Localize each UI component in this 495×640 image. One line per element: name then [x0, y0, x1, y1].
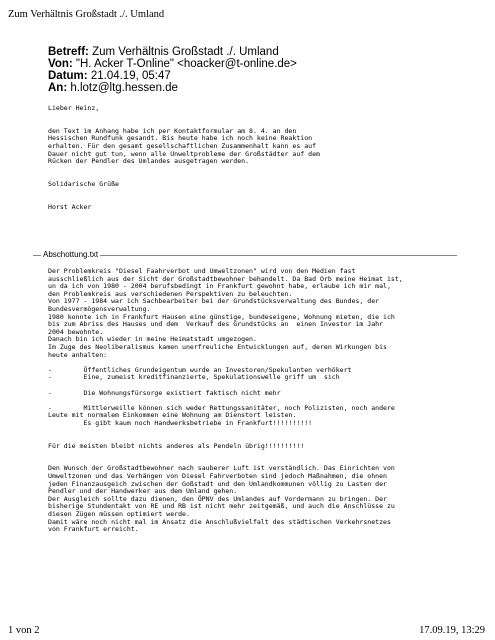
from-row [48, 58, 297, 70]
to-row [48, 82, 297, 94]
print-header-title: Zum Verhältnis Großstadt ./. Umland [8, 9, 165, 20]
attachment-text: Der Problemkreis "Diesel Faahrverbot und Umweltzonen" wird von den Medien fast ausschließlich aus der Sicht der Großstadtbewohner behandelt. Da Bad Orb meine Heimat ist, un da ich von 1980 - 2004 berufsbedingt in Frankfurt gewohnt habe, erlaube ich mir mal, den Problemkreis aus verschiedenen Perspektiven zu beleuchten. Von 1977 - 1984 war ich Sachbearbeiter bei der Grundstücksverwaltung des Bundes, der Bundesvermögensverwaltung. 1980 konnte ich in Frankfurt Hausen eine günstige, bundeseigene, Wohnung mieten, die ich bis zum Abriss des Hauses und dem Verkauf des Grundstücks an einen Investor im Jahr 2004 bewohnte. Danach bin ich wieder in meine Heimatstadt umgezogen. Im Zuge des Neoliberalismus kamen unerfreuliche Entwicklungen auf, deren Wirkungen bis heute anhalten: - Öffentliches Grundeigentum wurde an Investoren/Spekulanten verhökert - Eine, zumeist kreditfinanzierte, Spekulationswelle griff um sich - Die Wohnungsfürsorge existiert faktisch nicht mehr - Mittlerweille können sich weder Rettungssanitäter, noch Polizisten, noch andere Leute mit normalem Einkommen eine Wohnung am Dienstort leisten. Es gibt kaum noch Handwerksbetriebe in Frankfurt!!!!!!!!!! Für die meisten bleibt nichts anderes als Pendeln übrig!!!!!!!!!! Den Wunsch der Großstadtbewohner nach sauberer Luft ist verständlich. Das Einrichten von Umweltzonen und das Verhängen von Diesel Fahrverboten sind jedoch Maßnahmen, die ohnen jeden Finanzausgeich zwischen der Goßstadt und den Umlandkommunen völlig zu Lasten der Pendler und der Handwerker aus dem Umland gehen. Der Ausgleich sollte dazu dienen, den ÖPNV des Umlandes auf Vordermann zu bringen. Der bisherige Stundentakt von RE und RB ist nicht mehr zeitgemäß, und auch die Anschlüsse zu diesen Zügen müssen optimiert werde. Damit wäre noch nicht mal im Ansatz die Anschlußvielfalt des städtischen Verkehrsnetzes von Frankfurt erreicht. [48, 267, 403, 534]
to-value[interactable]: h.lotz@ltg.hessen.de [70, 82, 178, 94]
date-row [48, 70, 297, 82]
date-value: 21.04.19, 05:47 [90, 70, 171, 82]
from-value: "H. Acker T-Online" <hoacker@t-online.de> [75, 58, 297, 70]
attachment-separator [33, 249, 457, 261]
email-body: Lieber Heinz, den Text im Anhang habe ich per Kontaktformular am 8. 4. an den Hessischen Rundfunk gesandt. Bis heute habe ich noch keine Reaktion erhalten. Für den gesamt gesellschaftlichen Zusammenhalt kann es auf Dauer nicht gut tun, wenn alle Unweltprobleme der Großstädter auf dem Rücken der Pendler des Umlandes ausgetragen werden. Solidarische Grüße Horst Acker [48, 104, 320, 211]
print-timestamp: 17.09.19, 13:29 [419, 625, 485, 636]
from-label: Von: [48, 58, 73, 70]
to-label: An: [48, 82, 68, 94]
attachment-name[interactable]: Abschottung.txt [43, 250, 99, 259]
subject-value: Zum Verhältnis Großstadt ./. Umland [92, 46, 279, 58]
subject-label: Betreff: [48, 46, 89, 58]
page-number: 1 von 2 [8, 625, 40, 636]
email-header [48, 46, 297, 94]
subject-row [48, 46, 297, 58]
date-label: Datum: [48, 70, 88, 82]
